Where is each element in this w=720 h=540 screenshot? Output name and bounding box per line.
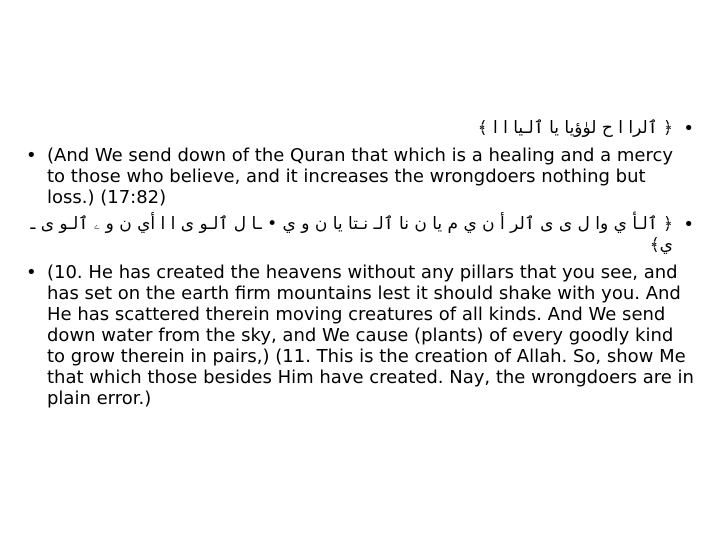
bullet-icon: • (26, 262, 37, 283)
arabic-verse-text: ﴿ ٱلـأ ي وا ل ى ى ٱلر أ ن ي م يا ن نا ٱلـ نـتا يا ن و ي • ـا ل ٱلـو ى ا ا أي ن و ۦ ٱلـو ى ـ ي﴾ (30, 214, 673, 255)
translation-text: (10. He has created the heavens without any pillars that you see, and has set on the earth firm mountains lest it should shake with you. And He has scattered therein moving creatures of all kinds. And We send down water from the sky, and We cause (plants) of every goodly kind to grow therein in pairs,) (11. This is the creation of Allah. So, show Me that which those besides Him have created. Nay, the wrongdoers are in plain error.) (47, 262, 694, 409)
translation-text: (And We send down of the Quran that which is a healing and a mercy to those who believe, and it increases the wrongdoers nothing but loss.) (17:82) (47, 145, 674, 208)
arabic-verse-2 (24, 214, 696, 256)
bullet-list (24, 118, 696, 409)
arabic-verse-1 (24, 118, 696, 139)
bullet-icon: • (26, 145, 37, 166)
translation-1 (24, 145, 696, 208)
bullet-icon: • (683, 214, 694, 235)
bullet-icon: • (683, 118, 694, 139)
arabic-verse-text: ﴿ ٱلرا ا ح لۈؤيا يا ٱلـيا ا ا ﴾ (477, 118, 673, 138)
translation-2 (24, 262, 696, 409)
